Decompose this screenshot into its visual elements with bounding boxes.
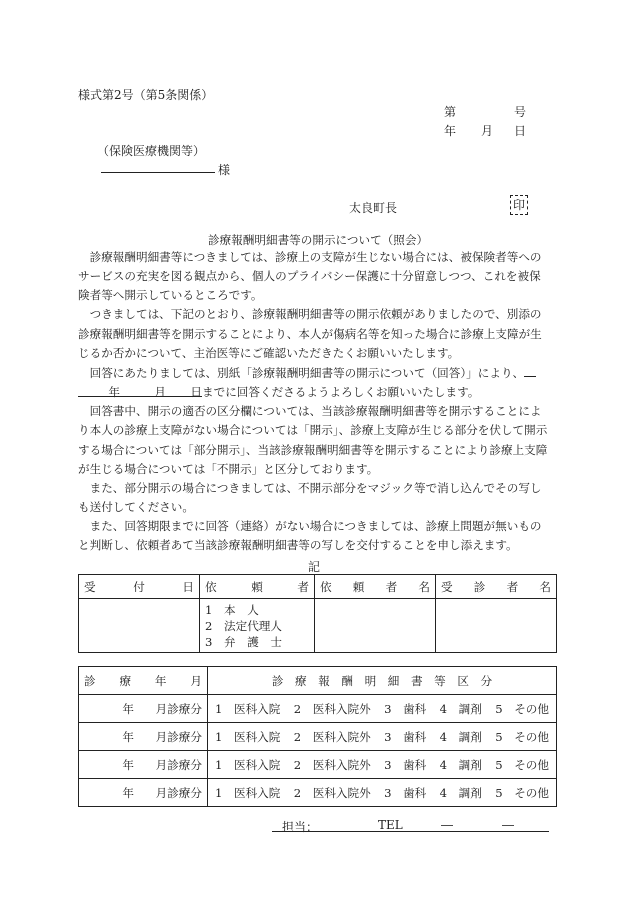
paragraph-3 — [78, 363, 552, 402]
paragraph-3-text: 回答にあたりましては、別紙「診療報酬明細書等の開示について（回答）」により、 — [89, 365, 525, 380]
paragraph-1: 診療報酬明細書等につきましては、診療上の支障が生じない場合には、被保険者等へのサービスの充実を図る観点から、個人のプライバシー保護に十分留意しつつ、これを被保険者等へ開示しているところです。 — [78, 250, 542, 303]
requester-option-legal-rep[interactable]: 2 法定代理人 — [205, 618, 282, 633]
category-options[interactable]: 1 医科入院 2 医科入院外 3 歯科 4 調剤 5 その他 — [208, 723, 557, 751]
date-day: 日 — [514, 124, 527, 138]
header-patient-name: 受 診 者 名 — [436, 575, 557, 599]
header-statement-category: 診 療 報 酬 明 細 書 等 区 分 — [208, 667, 557, 695]
contact-person-label: 担当： — [282, 820, 319, 834]
tel-dash-1: ― — [441, 818, 453, 832]
reply-deadline-month — [120, 383, 166, 400]
treatment-month-cell[interactable]: 年 月診療分 — [79, 723, 208, 751]
recipient-label: （保険医療機関等） — [97, 144, 206, 158]
requester-option-lawyer[interactable]: 3 弁 護 士 — [205, 634, 282, 649]
reply-deadline-blank-lead — [524, 363, 536, 377]
request-table — [78, 574, 557, 653]
header-treatment-month: 診 療 年 月 — [79, 667, 208, 695]
category-options[interactable]: 1 医科入院 2 医科入院外 3 歯科 4 調剤 5 その他 — [208, 695, 557, 723]
reply-deadline-day — [166, 383, 202, 400]
treatment-month-cell[interactable]: 年 月診療分 — [79, 695, 208, 723]
treatment-month-cell[interactable]: 年 月診療分 — [79, 779, 208, 807]
paragraph-3-tail: までに回答くださるようよろしくお願いいたします。 — [202, 385, 480, 400]
header-requester-name: 依 頼 者 名 — [315, 575, 436, 599]
header-requester: 依 頼 者 — [200, 575, 315, 599]
header-received-date: 受 付 日 — [79, 575, 200, 599]
date-month: 月 — [481, 124, 494, 138]
requester-name-cell[interactable] — [315, 599, 436, 653]
seal-mark: 印 — [510, 195, 528, 215]
ki-heading: 記 — [308, 560, 321, 574]
paragraph-4: 回答書中、開示の適否の区分欄については、当該診療報酬明細書等を開示することにより本人の診療上支障がない場合については「開示」、診療上支障が生じる部分を伏して開示する場合については「部分開示」、当該診療報酬明細書等を開示することにより診療上支障が生じる場合については「不開示」と区分しております。 — [78, 404, 548, 476]
tel-dash-2: ― — [502, 818, 514, 832]
body-text — [78, 248, 552, 556]
reply-month-label: 月 — [154, 385, 166, 400]
reply-day-label: 日 — [190, 385, 202, 400]
sender-name: 太良町長 — [349, 201, 398, 215]
ref-number-go: 号 — [514, 105, 527, 119]
honorific: 様 — [218, 163, 231, 177]
category-options[interactable]: 1 医科入院 2 医科入院外 3 歯科 4 調剤 5 その他 — [208, 751, 557, 779]
recipient-name-line — [101, 160, 215, 173]
patient-name-cell[interactable] — [436, 599, 557, 653]
requester-options-cell[interactable] — [200, 599, 315, 653]
reply-year-label: 年 — [108, 385, 120, 400]
paragraph-6: また、回答期限までに回答（連絡）がない場合につきましては、診療上問題が無いものと判断し、依頼者あて当該診療報酬明細書等の写しを交付することを申し添えます。 — [78, 519, 542, 553]
table-row — [79, 723, 557, 751]
category-options[interactable]: 1 医科入院 2 医科入院外 3 歯科 4 調剤 5 その他 — [208, 779, 557, 807]
treatment-month-cell[interactable]: 年 月診療分 — [79, 751, 208, 779]
document-title: 診療報酬明細書等の開示について（照会） — [208, 233, 429, 247]
tel-label: TEL — [378, 818, 403, 832]
table-row — [79, 751, 557, 779]
ref-number-dai: 第 — [444, 105, 457, 119]
reply-deadline-year — [78, 383, 120, 400]
treatment-table — [78, 666, 557, 807]
table-row — [79, 779, 557, 807]
paragraph-5: また、部分開示の場合につきましては、不開示部分をマジック等で消し込んでその写しも送付してください。 — [78, 480, 542, 515]
form-number: 様式第2号（第5条関係） — [78, 88, 214, 102]
received-date-cell[interactable] — [79, 599, 200, 653]
table-row — [79, 695, 557, 723]
requester-option-self[interactable]: 1 本 人 — [205, 602, 259, 617]
paragraph-2: つきましては、下記のとおり、診療報酬明細書等の開示依頼がありましたので、別添の診療報酬明細書等を開示することにより、本人が傷病名等を知った場合に診療上支障が生じるか否かについて、主治医等にご確認いただきたくお願いいたします。 — [78, 307, 542, 360]
date-year: 年 — [444, 124, 457, 138]
